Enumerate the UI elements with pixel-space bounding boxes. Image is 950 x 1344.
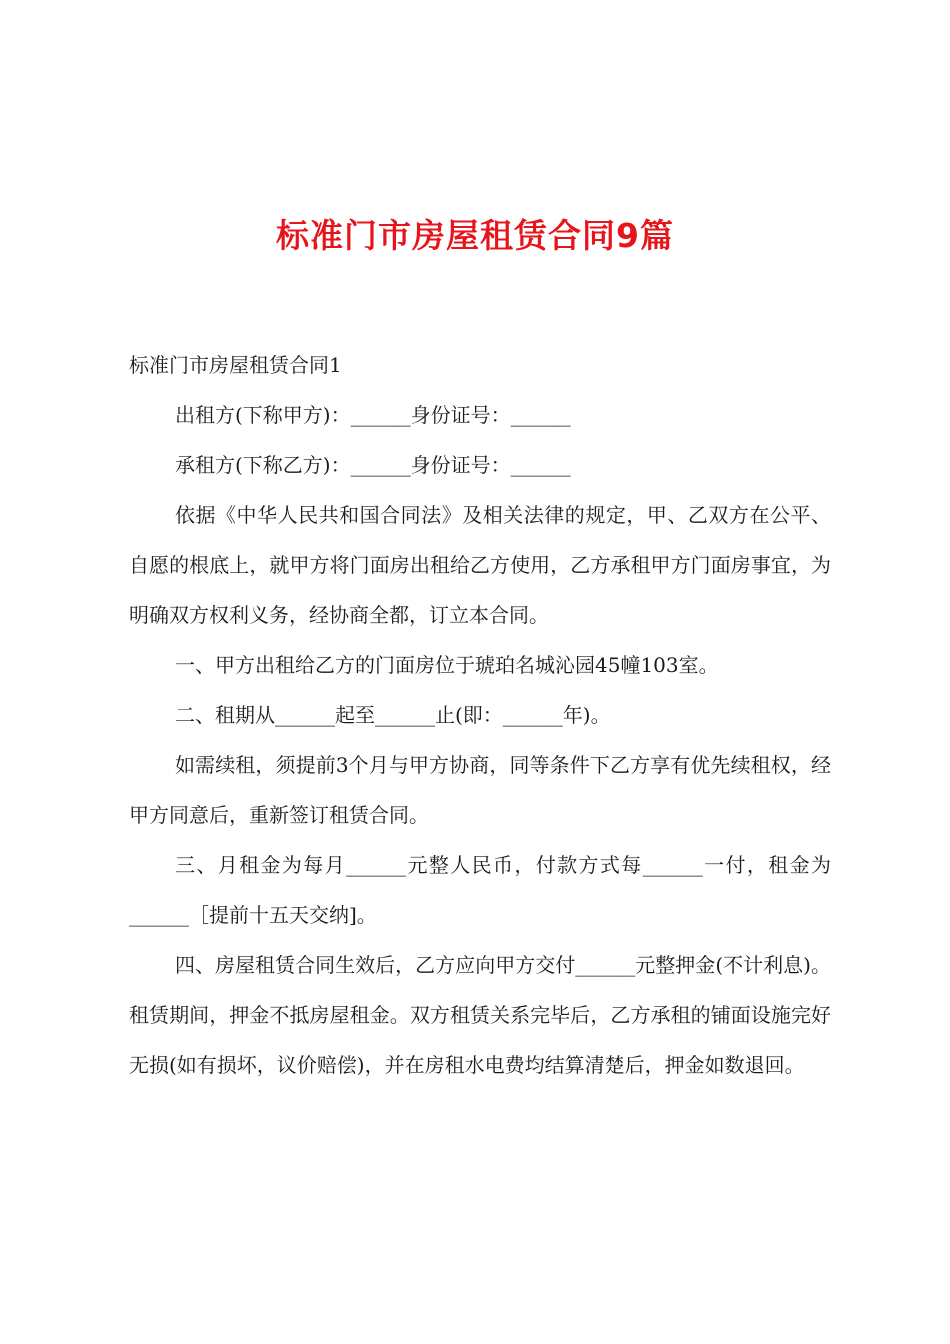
paragraph-clause-4: 四、房屋租赁合同生效后，乙方应向甲方交付______元整押金(不计利息)。租赁期间，押金不抵房屋租金。双方租赁关系完毕后，乙方承租的铺面设施完好无损(如有损坏，议价赔偿)，并在房租水电费均结算清楚后，押金如数退回。 [129, 953, 831, 1077]
paragraph-clause-1: 一、甲方出租给乙方的门面房位于琥珀名城沁园45幢103室。 [175, 653, 719, 677]
paragraph-clause-3: 三、月租金为每月______元整人民币，付款方式每______一付，租金为______［提前十五天交纳]。 [129, 853, 831, 927]
paragraph-clause-2: 二、租期从______起至______止(即：______年)。 [175, 703, 611, 727]
paragraph-preamble: 依据《中华人民共和国合同法》及相关法律的规定，甲、乙双方在公平、自愿的根底上，就甲方将门面房出租给乙方使用，乙方承租甲方门面房事宜，为明确双方权利义务，经协商全都，订立本合同。 [129, 503, 831, 627]
document-title: 标准门市房屋租赁合同9篇 [276, 216, 674, 255]
paragraph-renewal: 如需续租，须提前3个月与甲方协商，同等条件下乙方享有优先续租权，经甲方同意后，重新签订租赁合同。 [129, 753, 831, 827]
document-body [129, 340, 831, 1090]
paragraph-lessor: 出租方(下称甲方)：______身份证号：______ [175, 403, 571, 427]
paragraph-lessee: 承租方(下称乙方)：______身份证号：______ [175, 453, 571, 477]
section-heading: 标准门市房屋租赁合同1 [129, 353, 342, 377]
